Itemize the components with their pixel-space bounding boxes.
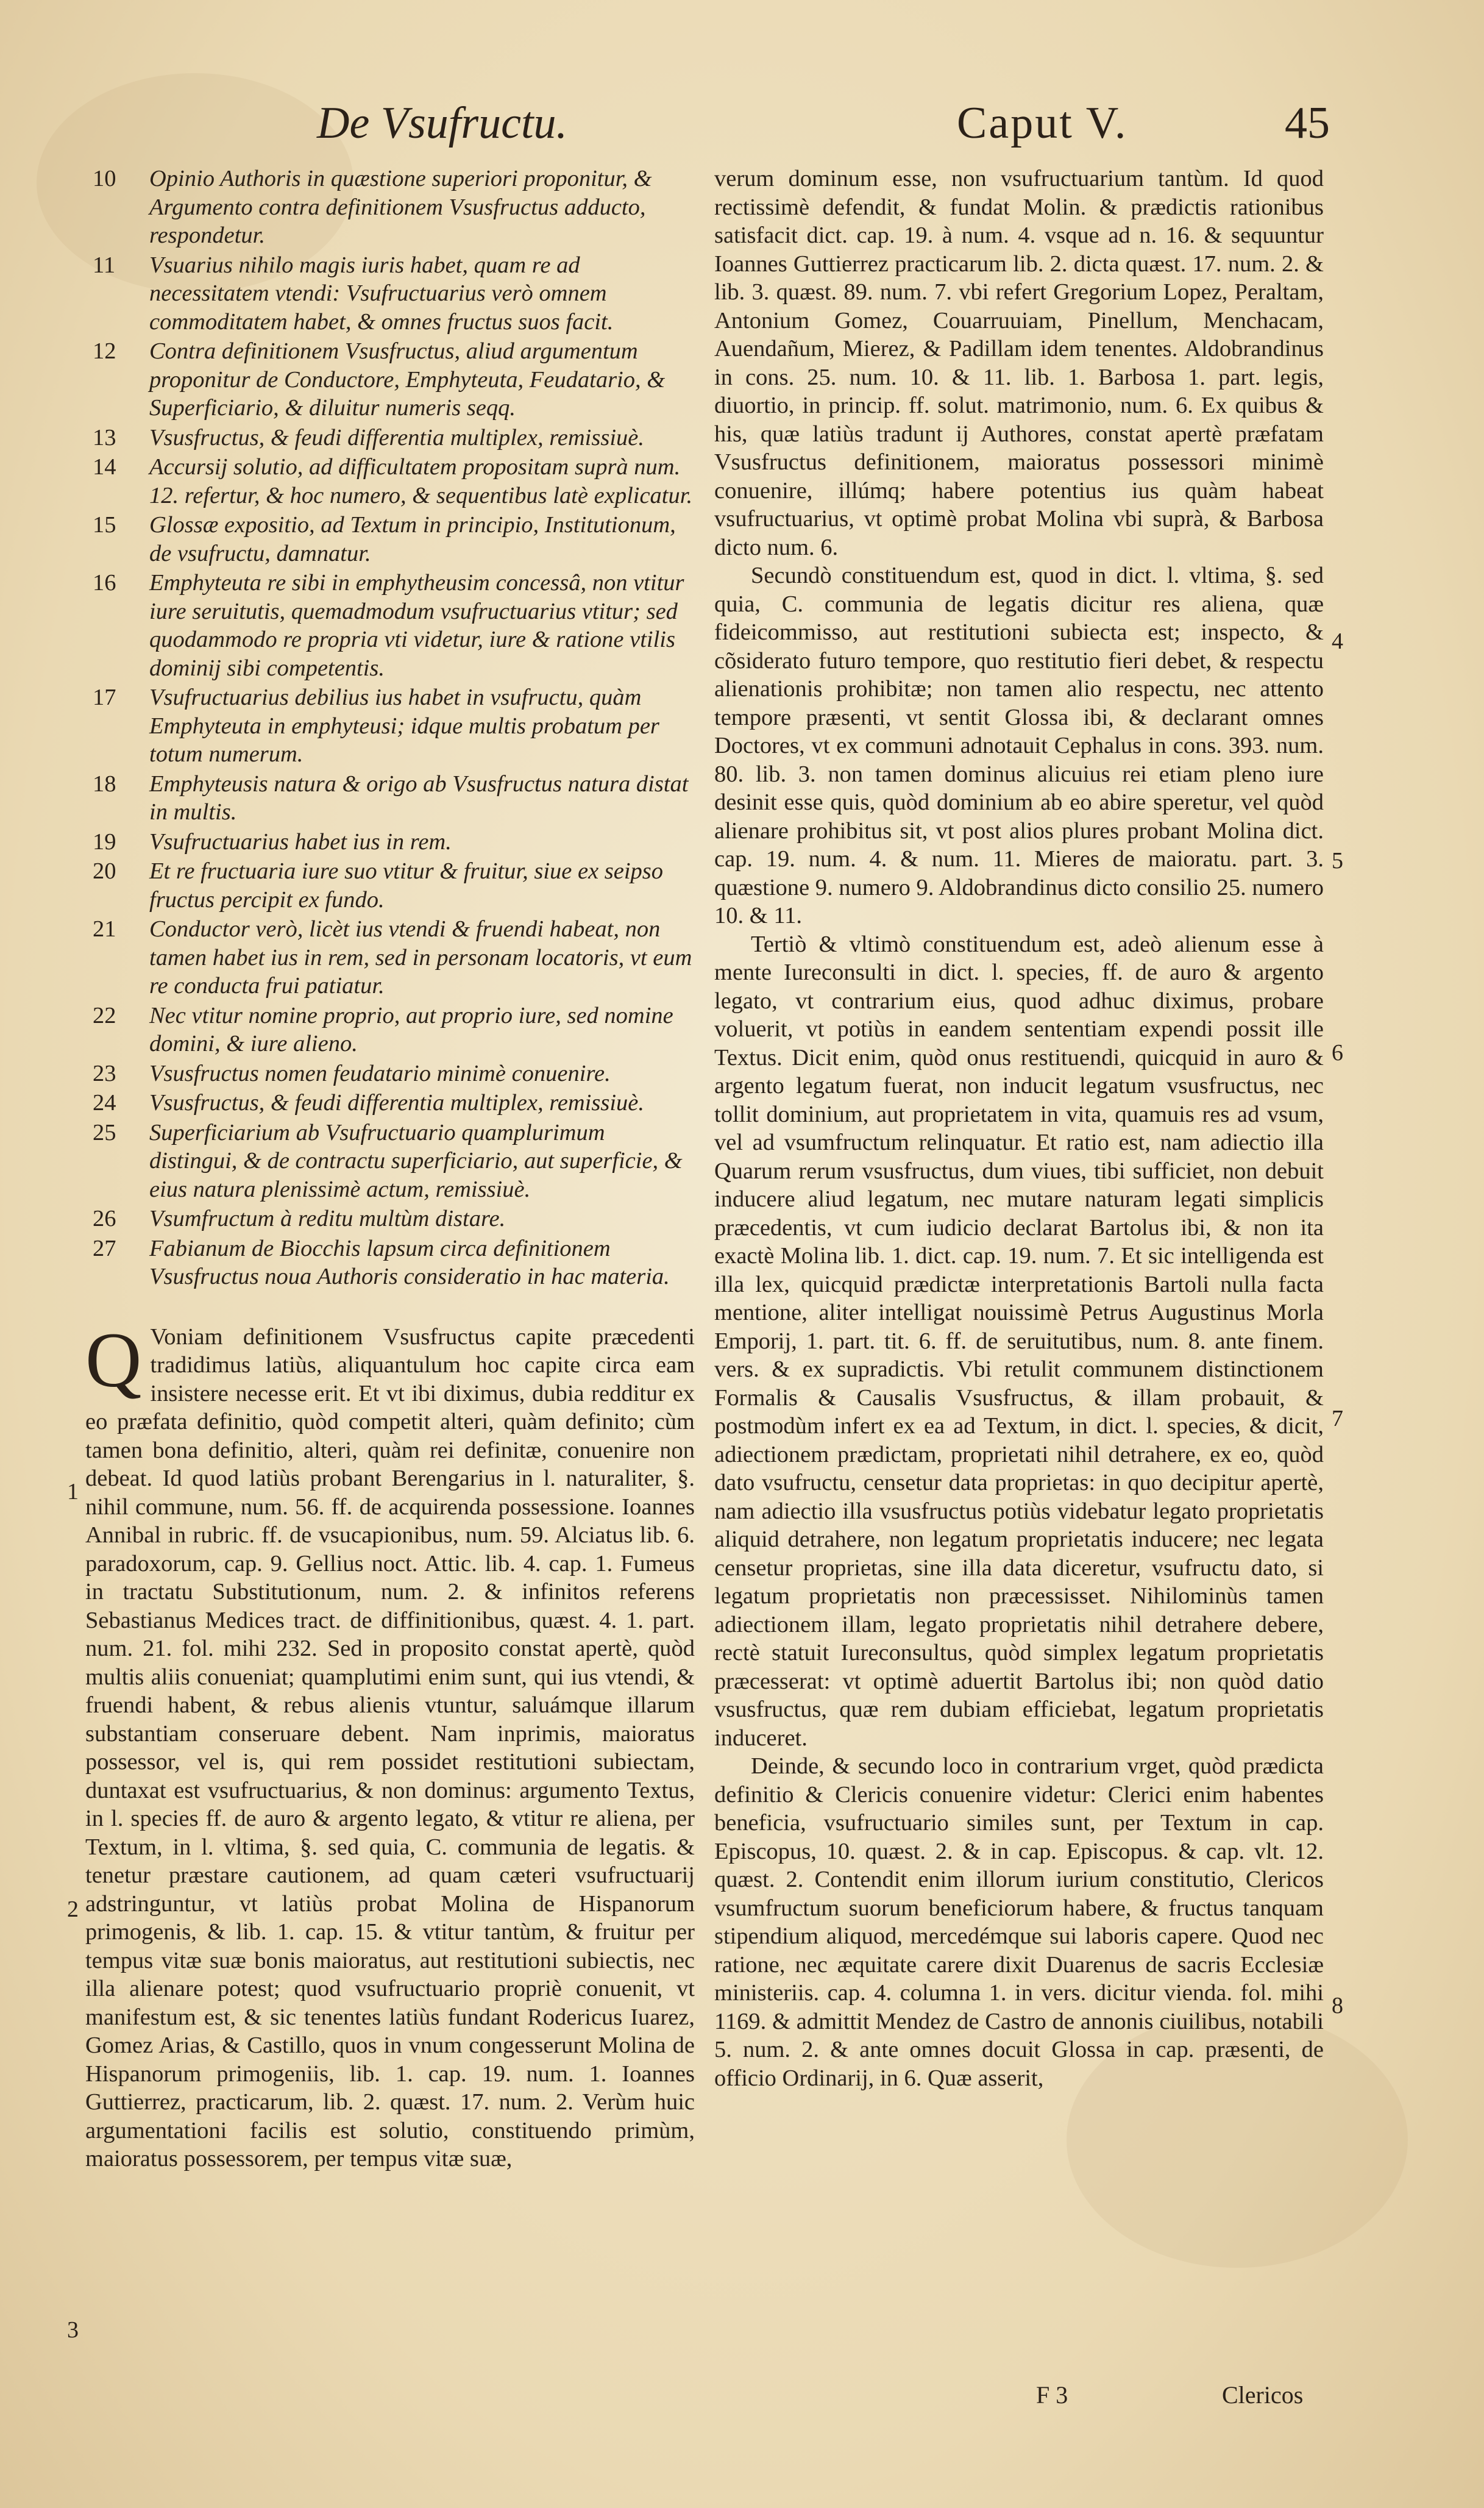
summary-number: 21 (93, 916, 116, 942)
summary-text: Vsusfructus, & feudi differentia multiplex, remissiuè. (149, 1090, 644, 1116)
summary-number: 18 (93, 771, 116, 797)
summary-number: 25 (93, 1119, 116, 1145)
summary-item (85, 453, 695, 510)
summary-text: Fabianum de Biocchis lapsum circa definitionem Vsusfructus noua Authoris consideratio in hac materia. (149, 1235, 670, 1289)
summary-item (85, 424, 695, 452)
drop-cap: Q (85, 1316, 142, 1403)
summary-text: Emphyteusis natura & origo ab Vsusfructus natura distat in multis. (149, 771, 689, 825)
body-paragraph: Deinde, & secundo loco in contrarium vrget, quòd prædicta definitio & Clericis conuenire videtur: Clerici enim habentes beneficia, vsufructuario similes sunt, per Textum in cap. Episcopus, 10. quæst. 2. & in cap. Episcopus. & cap. vlt. 12. quæst. 2. Contendit enim illorum iurium constitutio, Clericos vsumfructum suorum beneficiorum habere, & fructus tanquam stipendium aliquod, mercedémque sui laboris capere. Quod nec ratione, nec æquitate carere dixit Duarenus de sacris Ecclesiæ ministeriis. cap. 4. columna 1. in vers. dicitur vienda. fol. mihi 1169. & admittit Mendez de Castro de annonis ciuilibus, notabili 5. num. 2. & ante omnes docuit Glossa in cap. præsenti, de officio Ordinarij, in 6. Quæ asserit, (714, 1753, 1324, 2091)
summary-item (85, 1002, 695, 1058)
summary-text: Superficiarium ab Vsufructuario quamplurimum distingui, & de contractu superficiario, aut superficie, & eius natura plenissimè actum, remissiuè. (149, 1119, 683, 1202)
summary-item (85, 1205, 695, 1233)
running-head-title: De Vsufructu. (317, 98, 568, 148)
summary-number: 13 (93, 424, 116, 451)
margin-number: 7 (1332, 1406, 1343, 1431)
summary-text: Opinio Authoris in quæstione superiori proponitur, & Argumento contra definitionem Vsusfructus adducto, respondetur. (149, 166, 652, 248)
summary-text: Vsumfructum à reditu multùm distare. (149, 1206, 506, 1231)
summary-number: 17 (93, 685, 116, 710)
summary-text: Et re fructuaria iure suo vtitur & fruitur, siue ex seipso fructus percipit ex fundo. (149, 858, 664, 913)
margin-number: 4 (1332, 629, 1343, 654)
summary-item (85, 251, 695, 337)
catchword: Clericos (1222, 2381, 1304, 2409)
summary-text: Vsufructuarius habet ius in rem. (149, 828, 452, 855)
left-body-text (85, 1316, 695, 2173)
summary-number: 24 (93, 1090, 116, 1116)
summary-item (85, 915, 695, 1000)
summary-text: Vsufructuarius debilius ius habet in vsufructu, quàm Emphyteuta in emphyteusi; idque multis probatum per totum numerum. (149, 685, 659, 767)
summary-list (85, 165, 695, 1291)
summary-number: 16 (93, 570, 116, 596)
body-paragraph: verum dominum esse, non vsufructuarium tantùm. Id quod rectissimè defendit, & fundat Molin. & prædictis rationibus satisfacit dict. cap. 19. à num. 4. vsque ad n. 16. & sequuntur Ioannes Guttierrez practicarum lib. 2. dicta quæst. 17. num. 2. & lib. 3. quæst. 89. num. 7. vbi refert Gregorium Lopez, Peraltam, Antonium Gomez, Couarruuiam, Pinellum, Menchacam, Auendañum, Mierez, & Padillam idem tenentes. Aldobrandinus in cons. 25. num. 10. & 11. lib. 1. Barbosa 1. part. legis, diuortio, in princip. ff. solut. matrimonio, num. 6. Ex quibus & his, quæ latiùs tradunt ij Authores, constat apertè præfatam Vsusfructus definitionem, maioratus possessori minimè conuenire, illúmq; habere potentius ius quàm habeat vsufructuarius, vt optimè probat Molina vbi suprà, & Barbosa dicto num. 6. (714, 166, 1324, 560)
body-paragraph: Tertiò & vltimò constituendum est, adeò alienum esse à mente Iureconsulti in dict. l. species, ff. de auro & argento legato, vt contrarium eius, quod adhuc diximus, probare voluerit, vt potiùs in eandem sententiam expendi possit ille Textus. Dicit enim, quòd onus restituendi, quicquid in auro & argento legatum fuerat, non inducit legatum vsusfructus, nec tollit dominium, aut proprietatem in vita, quamuis res ad vsum, vel ad vsumfructum relinquatur. Et ratio est, nam adiectio illa Quarum rerum vsusfructus, dum viues, tibi sufficiet, non debuit inducere aliud legatum, nec mutare naturam legati simplicis præcedentis, vt cum iudicio declarat Bartolus ibi, & non ita exactè Molina lib. 1. dict. cap. 19. num. 7. Et sic intelligenda est illa lex, quicquid prædictæ interpretationis Bartoli nulla facta mentione, aliter intelligat nouissimè Petrus Augustinus Morla Emporij, 1. part. tit. 6. ff. de seruitutibus, num. 8. ante finem. vers. & ex supradictis. Vbi retulit communem distinctionem Formalis & Causalis Vsusfructus, & illam probauit, & postmodùm infert ex ea ad Textum, in dict. l. species, & dicit, adiectionem prædictam, proprietati nihil detrahere, ex eo, quòd dato vsufructu, censetur data proprietas: in quo decipitur apertè, nam adiectio illa vsusfructus potiùs videbatur legato proprietatis aliquid detrahere, non legatum proprietatis inducere; nec legata censetur proprietas, sine illa data diceretur, vsufructu dato, si legatum proprietatis non præcessisset. Nihilominùs tamen adiectionem illam, legato proprietatis nihil detrahere debere, rectè statuit Iureconsultus, quòd simplex legatum proprietatis præcesserat: vt optimè aduertit Bartolus ibi; non quòd datio vsusfructus, quæ rem dubiam efficiebat, legatum proprietatis induceret. (714, 931, 1324, 1751)
summary-item (85, 1234, 695, 1291)
summary-number: 23 (93, 1060, 116, 1086)
summary-item (85, 683, 695, 769)
summary-item (85, 828, 695, 857)
running-head-chapter: Caput V. (957, 98, 1128, 148)
margin-number: 3 (67, 2317, 79, 2343)
summary-text: Vsusfructus nomen feudatario minimè conuenire. (149, 1060, 611, 1086)
summary-number: 26 (93, 1206, 116, 1231)
summary-item (85, 511, 695, 568)
body-paragraph (85, 1316, 695, 2173)
margin-number: 6 (1332, 1040, 1343, 1066)
summary-number: 11 (93, 252, 116, 278)
summary-number: 20 (93, 858, 116, 884)
summary-number: 22 (93, 1002, 116, 1028)
summary-number: 27 (93, 1235, 116, 1261)
summary-text: Vsuarius nihilo magis iuris habet, quam re ad necessitatem vtendi: Vsufructuarius verò omnem commoditatem habet, & omnes fructus suos facit. (149, 252, 614, 335)
summary-item (85, 1119, 695, 1204)
right-column (714, 165, 1324, 2092)
summary-text: Emphyteuta re sibi in emphytheusim concessâ, non vtitur iure seruitutis, quemadmodum vsufructuarius vtitur; sed quodammodo re propria vti videtur, iure & ratione vtilis dominij sibi competentis. (149, 570, 684, 681)
summary-text: Vsusfructus, & feudi differentia multiplex, remissiuè. (149, 424, 644, 451)
summary-item (85, 569, 695, 682)
summary-text: Nec vtitur nomine proprio, aut proprio iure, sed nomine domini, & iure alieno. (149, 1002, 673, 1056)
summary-item (85, 857, 695, 914)
summary-item (85, 165, 695, 250)
body-paragraph: Secundò constituendum est, quod in dict. l. vltima, §. sed quia, C. communia de legatis dicitur res aliena, quæ fideicommisso, aut restitutioni subiecta est; inspecto, & cõsiderato futuro tempore, quo restitutio fieri debet, & respectu alienationis prohibitæ; non tamen alio respectu, nec attento tempore præsenti, vt sentit Glossa ibi, & declarant omnes Doctores, vt ex communi adnotauit Cephalus in cons. 393. num. 80. lib. 3. non tamen dominus alicuius rei etiam pleno iure desinit esse quis, quòd dominium ab eo abire speretur, vel quòd alienare prohibitus sit, vt post alios plures probant Molina dict. cap. 19. num. 4. & num. 11. Mieres de maioratu. part. 3. quæstione 9. numero 9. Aldobrandinus dicto consilio 25. numero 10. & 11. (714, 563, 1324, 928)
left-column (85, 165, 695, 2173)
summary-number: 12 (93, 338, 116, 364)
page-number: 45 (1285, 98, 1330, 148)
margin-number: 1 (67, 1479, 79, 1505)
summary-text: Glossæ expositio, ad Textum in principio, Institutionum, de vsufructu, damnatur. (149, 512, 676, 566)
summary-text: Conductor verò, licèt ius vtendi & fruendi habeat, non tamen habet ius in rem, sed in personam locatoris, vt eum re conducta frui patiatur. (149, 916, 692, 999)
margin-number: 5 (1332, 848, 1343, 874)
summary-text: Accursij solutio, ad difficultatem propositam suprà num. 12. refertur, & hoc numero, & sequentibus latè explicatur. (149, 454, 693, 508)
summary-number: 15 (93, 512, 116, 538)
summary-number: 14 (93, 454, 116, 480)
summary-item (85, 337, 695, 422)
paragraph-text: Voniam definitionem Vsusfructus capite præcedenti tradidimus latiùs, aliquantulum hoc capite circa eam insistere necesse erit. Et vt ibi diximus, dubia redditur ex eo præfata definitio, quòd competit alteri, quàm definito; cùm tamen bona definitio, alteri, quàm rei definitæ, conuenire non debeat. Id quod latiùs probant Berengarius in l. naturaliter, §. nihil commune, num. 56. ff. de acquirenda possessione. Ioannes Annibal in rubric. ff. de vsucapionibus, num. 59. Alciatus lib. 6. paradoxorum, cap. 9. Gellius noct. Attic. lib. 4. cap. 1. Fumeus in tractatu Substitutionum, num. 2. & infinitos referens Sebastianus Medices tract. de diffinitionibus, quæst. 4. 1. part. num. 21. fol. mihi 232. Sed in proposito constat apertè, quòd multis aliis conueniat; quamplutimi enim sunt, qui ius vtendi, & fruendi habent, & rebus alienis vtuntur, saluámque illarum substantiam conseruare debent. Nam inprimis, maioratus possessor, vel is, qui rem possidet restitutioni subiectam, duntaxat est vsufructuarius, & non dominus: argumento Textus, in l. species ff. de auro & argento legato, & vtitur re aliena, per Textum, in l. vltima, §. sed quia, C. communia de legatis. & tenetur præstare cautionem, ad quam cæteri vsufructuarij adstringuntur, vt latiùs probat Molina de Hispanorum primogenis, & lib. 1. cap. 15. & vtitur tantùm, & fruitur per tempus vitæ suæ bonis maioratus, aut restitutioni subiectis, nec illa alienare potest; quod vsufructuario propriè conuenit, vt manifestum est, & sic tenentes latiùs fundant Rodericus Iuarez, Gomez Arias, & Castillo, quos in vnum congesserunt Molina de Hispanorum primogeniis, lib. 1. cap. 19. num. 1. Ioannes Guttierrez, practicarum, lib. 2. quæst. 17. num. 2. Verùm huic argumentationi facilis est solutio, constituendo primùm, maioratus possessorem, per tempus vitæ suæ, (85, 1323, 695, 2171)
signature-mark: F 3 (1036, 2381, 1068, 2409)
summary-item (85, 770, 695, 827)
summary-number: 19 (93, 828, 116, 855)
summary-item (85, 1089, 695, 1117)
margin-number: 2 (67, 1897, 79, 1922)
summary-text: Contra definitionem Vsusfructus, aliud argumentum proponitur de Conductore, Emphyteuta, Feudatario, & Superficiario, & diluitur numeris seqq. (149, 338, 666, 421)
summary-item (85, 1060, 695, 1088)
summary-number: 10 (93, 166, 116, 191)
margin-number: 8 (1332, 1993, 1343, 2018)
